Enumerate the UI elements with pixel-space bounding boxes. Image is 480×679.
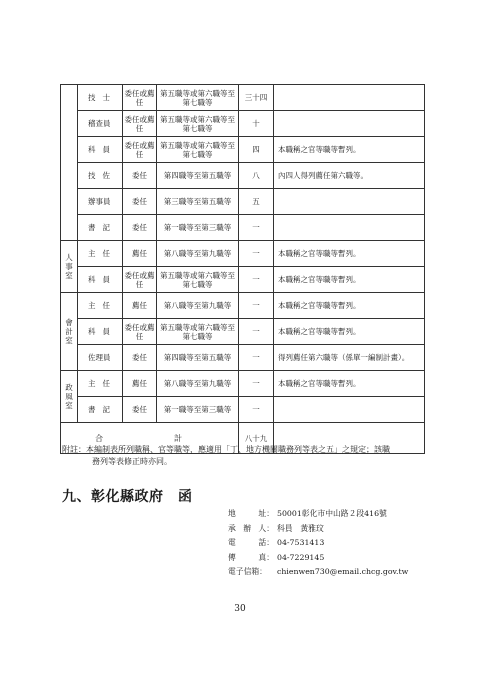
count-cell: 一 — [239, 345, 274, 371]
count-cell: 五 — [239, 189, 274, 215]
table-row — [61, 397, 425, 423]
rank-cell: 第三職等至第五職等 — [157, 189, 239, 215]
page-number: 30 — [234, 604, 246, 614]
title-cell: 技 佐 — [78, 163, 123, 189]
appointment-cell: 委任 — [123, 163, 157, 189]
appointment-cell: 委任或薦任 — [123, 111, 157, 137]
footnote-line-2: 務列等表修正時亦同。 — [92, 457, 172, 466]
appointment-cell: 委任 — [123, 397, 157, 423]
unit-ethics-office: 政風室 — [61, 371, 78, 423]
rank-cell: 第一職等至第三職等 — [157, 215, 239, 241]
title-cell: 科 員 — [78, 267, 123, 293]
contact-value: 04-7531413 — [277, 538, 325, 548]
rank-cell: 第五職等或第六職等至第七職等 — [157, 137, 239, 163]
appointment-cell: 委任或薦任 — [123, 267, 157, 293]
note-cell: 本職稱之官等職等暫列。 — [274, 267, 425, 293]
title-cell: 佐 理 員 — [78, 345, 123, 371]
table-row — [61, 85, 425, 111]
rank-cell: 第八職等至第九職等 — [157, 293, 239, 319]
contact-phone: 電 話： 04-7531413 — [228, 536, 408, 551]
appointment-cell: 委任或薦任 — [123, 137, 157, 163]
table-row — [61, 189, 425, 215]
contact-value: 科員 黃雅玟 — [277, 523, 324, 533]
appointment-cell: 委任 — [123, 215, 157, 241]
title-cell: 書 記 — [78, 397, 123, 423]
footnote-line-1: 附註：本編制表所列職稱、官等職等，應適用「丁、地方機關職務列等表之五」之規定；該職 — [62, 445, 390, 454]
table-row — [61, 137, 425, 163]
title-cell: 主 任 — [78, 371, 123, 397]
total-label: 合 計 — [61, 423, 239, 454]
appointment-cell: 委任 — [123, 189, 157, 215]
table-row — [61, 111, 425, 137]
note-cell — [274, 397, 425, 423]
table-row — [61, 293, 425, 319]
count-cell: 一 — [239, 397, 274, 423]
rank-cell: 第八職等至第九職等 — [157, 371, 239, 397]
rank-cell: 第一職等至第三職等 — [157, 397, 239, 423]
rank-cell: 第五職等或第六職等至第七職等 — [157, 85, 239, 111]
note-cell: 得列薦任第六職等（係單一編制計畫）。 — [274, 345, 425, 371]
note-cell: 內四人得列薦任第六職等。 — [274, 163, 425, 189]
unit-cell — [61, 85, 78, 241]
appointment-cell: 委任 — [123, 345, 157, 371]
footnote — [62, 444, 422, 468]
title-cell: 主 任 — [78, 293, 123, 319]
total-count: 八十九 — [239, 423, 274, 454]
note-cell: 本職稱之官等職等暫列。 — [274, 293, 425, 319]
rank-cell: 第八職等至第九職等 — [157, 241, 239, 267]
contact-person: 承 辦 人： 科員 黃雅玟 — [228, 522, 408, 537]
table-row — [61, 241, 425, 267]
title-cell: 技 士 — [78, 85, 123, 111]
count-cell: 八 — [239, 163, 274, 189]
count-cell: 一 — [239, 215, 274, 241]
table-row — [61, 345, 425, 371]
section-heading: 九、彰化縣政府 函 — [62, 489, 193, 505]
count-cell: 一 — [239, 293, 274, 319]
count-cell: 一 — [239, 319, 274, 345]
table-row — [61, 215, 425, 241]
contact-block — [228, 507, 408, 580]
rank-cell: 第四職等至第五職等 — [157, 345, 239, 371]
note-cell — [274, 189, 425, 215]
title-cell: 稽 查 員 — [78, 111, 123, 137]
contact-value: 04-7229145 — [277, 552, 325, 562]
title-cell: 辦 事 員 — [78, 189, 123, 215]
note-cell — [274, 111, 425, 137]
title-cell: 科 員 — [78, 319, 123, 345]
title-cell: 主 任 — [78, 241, 123, 267]
count-cell: 一 — [239, 371, 274, 397]
table-row — [61, 163, 425, 189]
title-cell: 書 記 — [78, 215, 123, 241]
unit-accounting-office: 會計室 — [61, 293, 78, 371]
note-cell: 本職稱之官等職等暫列。 — [274, 137, 425, 163]
title-cell: 科 員 — [78, 137, 123, 163]
contact-value: chienwen730@email.chcg.gov.tw — [277, 567, 409, 577]
rank-cell: 第四職等至第五職等 — [157, 163, 239, 189]
count-cell: 三十四 — [239, 85, 274, 111]
note-cell: 本職稱之官等職等暫列。 — [274, 371, 425, 397]
note-cell: 本職稱之官等職等暫列。 — [274, 241, 425, 267]
appointment-cell: 薦任 — [123, 241, 157, 267]
table-row — [61, 371, 425, 397]
table-row — [61, 319, 425, 345]
appointment-cell: 薦任 — [123, 293, 157, 319]
contact-value: 50001彰化市中山路２段416號 — [277, 509, 387, 518]
appointment-cell: 薦任 — [123, 371, 157, 397]
contact-address: 地 址： 50001彰化市中山路２段416號 — [228, 507, 408, 522]
table-row — [61, 267, 425, 293]
rank-cell: 第五職等或第六職等至第七職等 — [157, 267, 239, 293]
unit-personnel-office: 人事室 — [61, 241, 78, 293]
count-cell: 十 — [239, 111, 274, 137]
note-cell: 本職稱之官等職等暫列。 — [274, 319, 425, 345]
note-cell — [274, 215, 425, 241]
rank-cell: 第五職等或第六職等至第七職等 — [157, 319, 239, 345]
count-cell: 四 — [239, 137, 274, 163]
contact-fax: 傳 真： 04-7229145 — [228, 551, 408, 566]
note-cell — [274, 85, 425, 111]
contact-email: 電子信箱： chienwen730@email.chcg.gov.tw — [228, 565, 408, 580]
count-cell: 一 — [239, 267, 274, 293]
appointment-cell: 委任或薦任 — [123, 85, 157, 111]
staffing-table — [60, 84, 425, 454]
rank-cell: 第五職等或第六職等至第七職等 — [157, 111, 239, 137]
appointment-cell: 委任或薦任 — [123, 319, 157, 345]
count-cell: 一 — [239, 241, 274, 267]
